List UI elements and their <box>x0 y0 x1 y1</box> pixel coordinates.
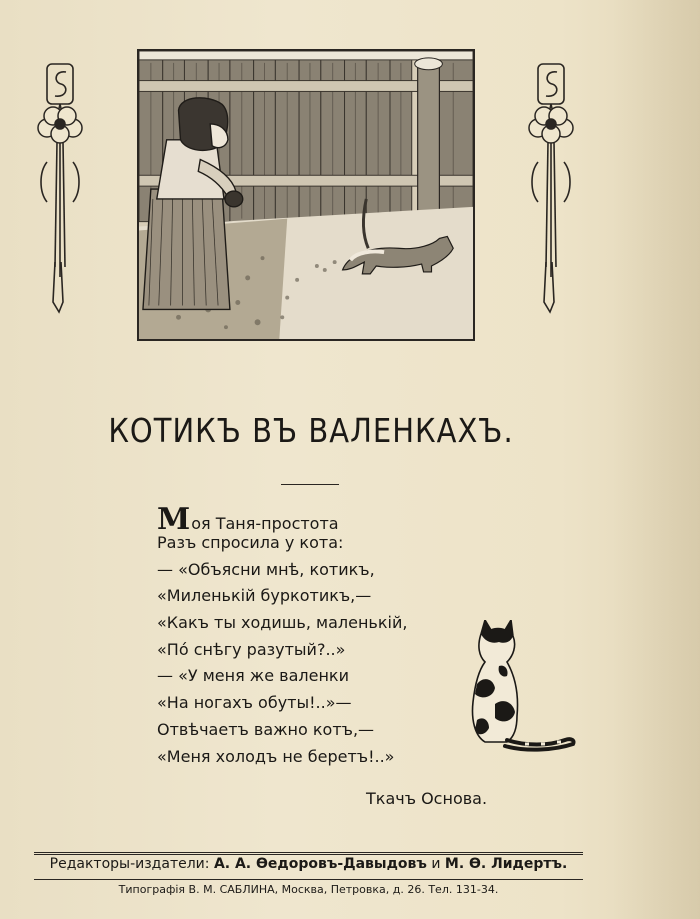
poem-line: «Миленькій буркотикъ,— <box>157 586 372 606</box>
art-nouveau-ornament-right <box>524 62 580 322</box>
poem-line: «Какъ ты ходишь, маленькій, <box>157 613 408 633</box>
editors-conjunction: и <box>431 856 441 872</box>
drop-cap: М <box>157 502 191 537</box>
poem-line-text: оя Таня-простота <box>191 514 339 533</box>
poem-line: Отвѣчаетъ важно котъ,— <box>157 719 375 739</box>
poem-line: — «Объясни мнѣ, котикъ, <box>157 559 375 579</box>
poem-line: «По́ снѣгу разутый?..» <box>157 639 346 659</box>
editor-name: А. А. Ѳедоровъ-Давыдовъ <box>213 856 427 872</box>
art-nouveau-ornament-left <box>33 62 89 322</box>
girl-and-cat-illustration <box>137 49 475 341</box>
poem-line: «Меня холодъ не беретъ!..» <box>157 746 395 766</box>
poem-line <box>157 500 477 537</box>
footer-divider-mid <box>34 879 583 880</box>
editor-name: М. Ѳ. Лидертъ. <box>444 856 568 872</box>
poem-line: Разъ спросила у кота: <box>157 533 344 552</box>
footer-divider-top <box>34 852 583 855</box>
printer-line: Типографія В. М. САБЛИНА, Москва, Петровка, д. 26. Тел. 131-34. <box>118 883 499 896</box>
editors-line <box>34 856 583 872</box>
sitting-cat-illustration <box>465 620 577 752</box>
poem-title: КОТИКЪ ВЪ ВАЛЕНКАХЪ. <box>108 412 514 451</box>
poem-body <box>157 500 477 770</box>
title-divider <box>281 484 339 485</box>
editors-label: Редакторы-издатели: <box>49 856 210 872</box>
page-edge-shadow <box>612 0 700 919</box>
poem-author: Ткачъ Основа. <box>366 789 488 808</box>
poem-line: «На ногахъ обуты!..»— <box>157 693 352 713</box>
poem-line: — «У меня же валенки <box>157 666 349 686</box>
